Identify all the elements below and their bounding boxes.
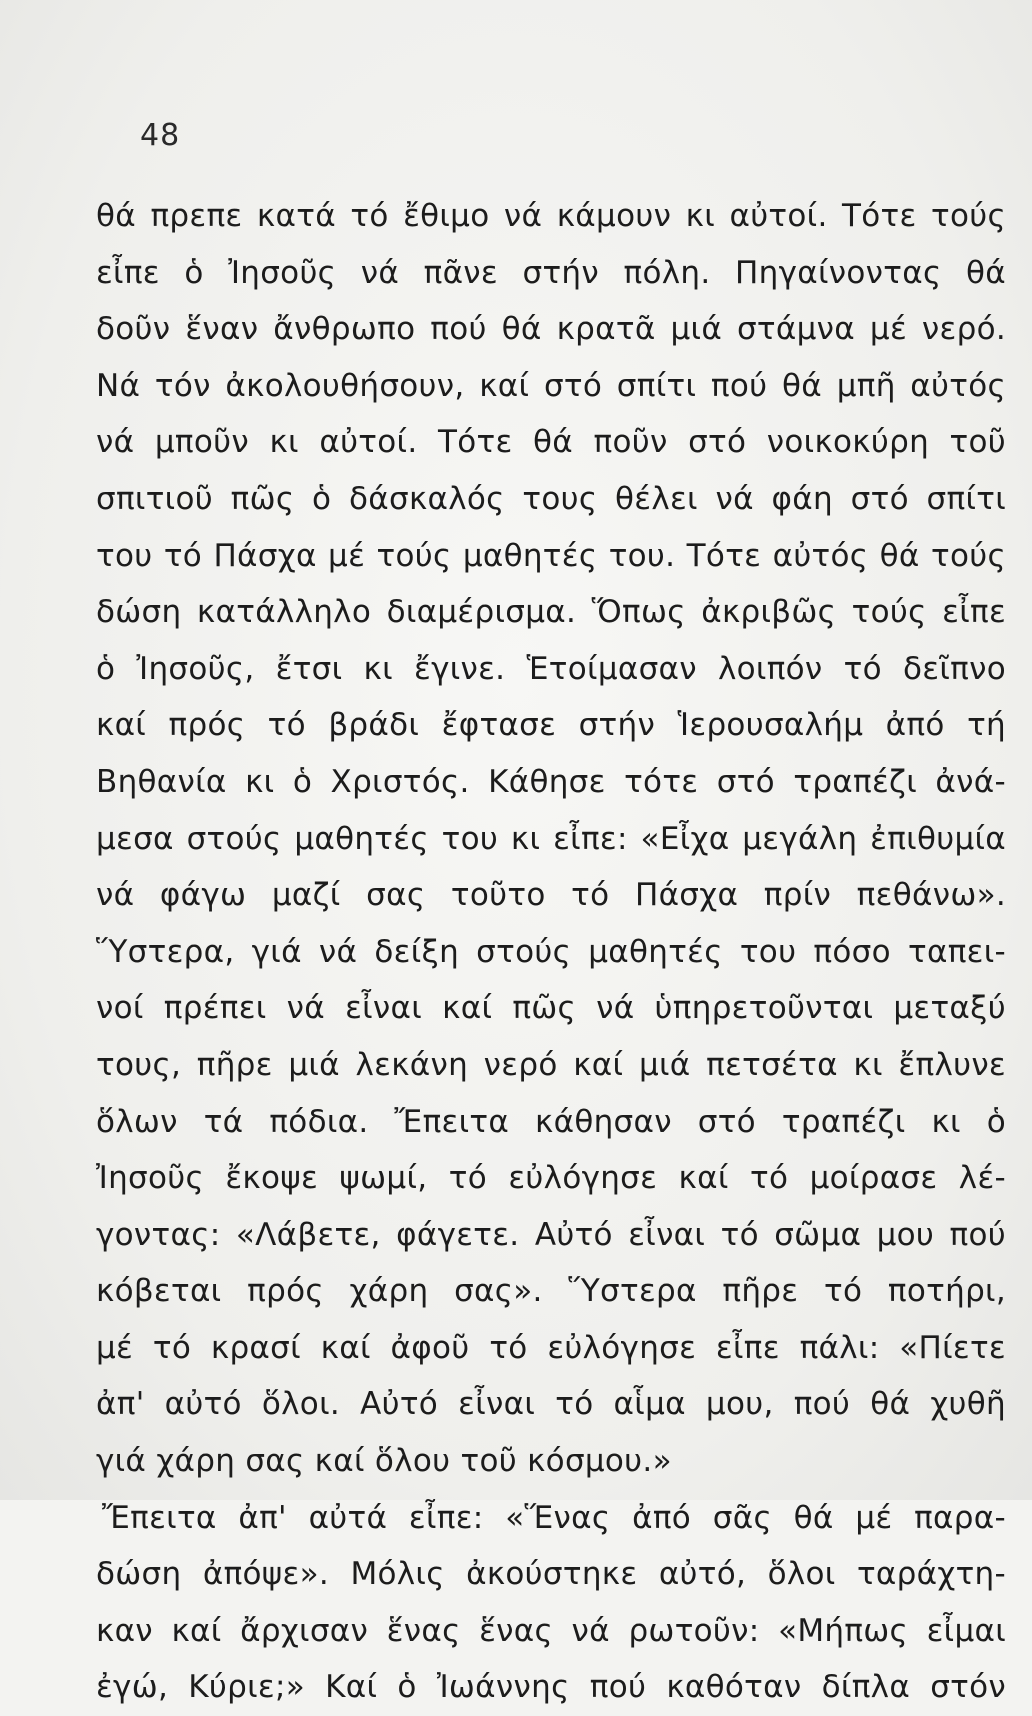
- text-line: Ἔπειτα ἀπ' αὐτά εἶπε: «Ἕνας ἀπό σᾶς θά μέ παρα-: [102, 1499, 1006, 1536]
- text-line: δώση κατάλληλο διαμέρισμα. Ὅπως ἀκριβῶς τούς εἶπε: [96, 594, 1006, 631]
- text-line: σπιτιοῦ πῶς ὁ δάσκαλός τους θέλει νά φάη στό σπίτι: [96, 480, 1006, 517]
- text-line: ὅλων τά πόδια. Ἔπειτα κάθησαν στό τραπέζι κι ὁ: [96, 1103, 1006, 1140]
- text-line: Νά τόν ἀκολουθήσουν, καί στό σπίτι πού θά μπῆ αὐτός: [96, 367, 1006, 404]
- text-line: εἶπε ὁ Ἰησοῦς νά πᾶνε στήν πόλη. Πηγαίνοντας θά: [96, 254, 1006, 291]
- text-line: νοί πρέπει νά εἶναι καί πῶς νά ὑπηρετοῦνται μεταξύ: [96, 990, 1006, 1027]
- text-line: γιά χάρη σας καί ὅλου τοῦ κόσμου.»: [96, 1443, 672, 1480]
- text-line: ὁ Ἰησοῦς, ἔτσι κι ἔγινε. Ἑτοίμασαν λοιπόν τό δεῖπνο: [96, 650, 1006, 687]
- text-line: ἀπ' αὐτό ὅλοι. Αὐτό εἶναι τό αἷμα μου, πού θά χυθῆ: [96, 1386, 1006, 1423]
- text-line: του τό Πάσχα μέ τούς μαθητές του. Τότε αὐτός θά τούς: [96, 537, 1006, 574]
- text-line: δώση ἀπόψε». Μόλις ἀκούστηκε αὐτό, ὅλοι ταράχτη-: [96, 1556, 1006, 1593]
- body-text: [96, 188, 1006, 1716]
- text-line: ἐγώ, Κύριε;» Καί ὁ Ἰωάννης πού καθόταν δίπλα στόν: [96, 1669, 1006, 1706]
- text-line: μεσα στούς μαθητές του κι εἶπε: «Εἶχα μεγάλη ἐπιθυμία: [96, 820, 1006, 857]
- text-line: καί πρός τό βράδι ἔφτασε στήν Ἱερουσαλήμ ἀπό τή: [96, 707, 1006, 744]
- text-line: νά φάγω μαζί σας τοῦτο τό Πάσχα πρίν πεθάνω».: [96, 877, 1006, 914]
- text-line: τους, πῆρε μιά λεκάνη νερό καί μιά πετσέτα κι ἔπλυνε: [96, 1046, 1006, 1083]
- text-line: Βηθανία κι ὁ Χριστός. Κάθησε τότε στό τραπέζι ἀνά-: [96, 763, 1006, 800]
- page-number: 48: [140, 118, 181, 153]
- text-line: γοντας: «Λάβετε, φάγετε. Αὐτό εἶναι τό σῶμα μου πού: [96, 1216, 1006, 1253]
- text-line: νά μποῦν κι αὐτοί. Τότε θά ποῦν στό νοικοκύρη τοῦ: [96, 424, 1006, 461]
- text-line: μέ τό κρασί καί ἀφοῦ τό εὐλόγησε εἶπε πάλι: «Πίετε: [96, 1329, 1006, 1366]
- text-line: δοῦν ἕναν ἄνθρωπο πού θά κρατᾶ μιά στάμνα μέ νερό.: [96, 311, 1006, 348]
- text-line: κόβεται πρός χάρη σας». Ὕστερα πῆρε τό ποτήρι,: [96, 1273, 1006, 1310]
- text-line: καν καί ἄρχισαν ἕνας ἕνας νά ρωτοῦν: «Μήπως εἶμαι: [96, 1612, 1006, 1649]
- text-line: Ἰησοῦς ἔκοψε ψωμί, τό εὐλόγησε καί τό μοίρασε λέ-: [96, 1160, 1006, 1197]
- text-line: Ὕστερα, γιά νά δείξη στούς μαθητές του πόσο ταπει-: [96, 933, 1006, 970]
- text-line: θά πρεπε κατά τό ἔθιμο νά κάμουν κι αὐτοί. Τότε τούς: [96, 198, 1006, 234]
